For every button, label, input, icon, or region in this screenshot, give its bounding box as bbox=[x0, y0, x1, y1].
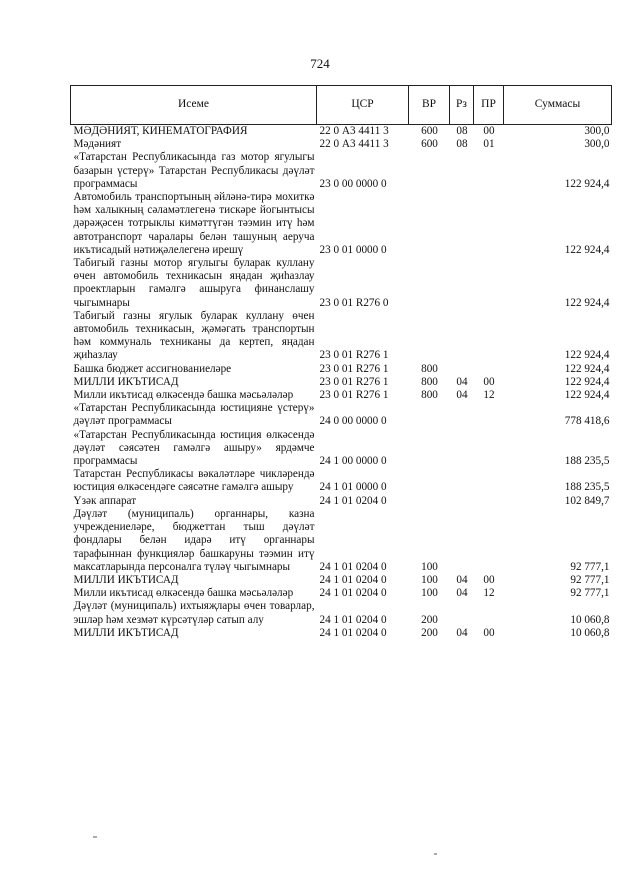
table-row bbox=[71, 587, 612, 600]
scan-speck bbox=[434, 853, 437, 855]
cell-name: Дәүләт (муниципаль) ихтыяҗлары өчен товарлар, эшләр һәм хезмәт күрсәтүләр сатып алу bbox=[73, 600, 315, 626]
cell-name: «Татарстан Республикасында газ мотор ягулыгы базарын үстерү» Татарстан Республикасы дәүләт программасы bbox=[73, 151, 315, 190]
cell-vr: 200 bbox=[421, 626, 438, 639]
cell-rz bbox=[450, 151, 474, 191]
cell-rz bbox=[450, 363, 474, 376]
cell-csr: 24 1 01 0204 0 bbox=[319, 626, 387, 639]
cell-vr: 100 bbox=[421, 560, 438, 573]
cell-rz bbox=[450, 508, 474, 574]
cell-vr bbox=[409, 310, 450, 363]
cell-vr bbox=[409, 468, 450, 494]
cell-vr: 100 bbox=[421, 573, 438, 586]
cell-rz: 08 bbox=[456, 138, 468, 151]
table-row bbox=[71, 376, 612, 389]
cell-pr bbox=[474, 402, 504, 428]
cell-name: «Татарстан Республикасында юстиция өлкәсендә дәүләт сәясәтен гамәлгә ашыру» ярдәмче программасы bbox=[73, 428, 315, 468]
cell-vr: 100 bbox=[421, 587, 438, 600]
cell-pr bbox=[474, 508, 504, 574]
cell-name: Дәүләт (муниципаль) органнары, казна учреждениеләре, бюджеттан тыш дәүләт фондлары белән идарә итү органнары тарафыннан функцияләр башкаруны тәэмин итү максатларында персоналга түләү чыгымнары bbox=[73, 507, 315, 573]
table-row bbox=[71, 402, 612, 428]
cell-pr: 12 bbox=[483, 587, 495, 600]
cell-rz bbox=[450, 495, 474, 508]
cell-csr: 24 0 00 0000 0 bbox=[319, 415, 387, 428]
cell-rz bbox=[450, 429, 474, 469]
cell-csr: 23 0 00 0000 0 bbox=[319, 177, 387, 190]
scan-speck bbox=[93, 836, 97, 838]
cell-sum: 122 924,4 bbox=[564, 349, 610, 362]
cell-name: «Татарстан Республикасында юстицияне үстерү» дәүләт программасы bbox=[73, 402, 315, 428]
cell-csr: 23 0 01 R276 1 bbox=[319, 389, 389, 402]
cell-csr: 24 1 01 0204 0 bbox=[319, 613, 387, 626]
table-header-row bbox=[71, 86, 612, 125]
column-header-csr: ЦСР bbox=[317, 86, 409, 125]
cell-rz bbox=[450, 191, 474, 257]
table-row bbox=[71, 600, 612, 626]
cell-name: МИЛЛИ ИКЪТИСАД bbox=[73, 375, 179, 388]
cell-rz: 04 bbox=[456, 573, 468, 586]
cell-rz: 04 bbox=[456, 587, 468, 600]
budget-table bbox=[70, 85, 612, 640]
column-header-rz: Рз bbox=[450, 86, 474, 125]
cell-pr: 00 bbox=[483, 626, 495, 639]
cell-sum: 92 777,1 bbox=[570, 560, 610, 573]
cell-sum: 10 060,8 bbox=[570, 626, 610, 639]
cell-vr: 200 bbox=[421, 613, 438, 626]
cell-pr bbox=[474, 429, 504, 469]
cell-rz: 04 bbox=[456, 375, 468, 388]
cell-pr bbox=[474, 257, 504, 310]
cell-rz bbox=[450, 310, 474, 363]
cell-csr: 24 1 00 0000 0 bbox=[319, 455, 387, 468]
cell-pr bbox=[474, 600, 504, 626]
cell-sum: 122 924,4 bbox=[564, 243, 610, 256]
cell-csr: 22 0 А3 4411 3 bbox=[319, 125, 389, 137]
cell-pr bbox=[474, 468, 504, 494]
cell-vr: 600 bbox=[421, 125, 438, 137]
table-row bbox=[71, 138, 612, 151]
cell-rz bbox=[450, 468, 474, 494]
cell-vr bbox=[409, 151, 450, 191]
column-header-sum: Суммасы bbox=[504, 86, 612, 125]
table-row bbox=[71, 508, 612, 574]
cell-rz: 08 bbox=[456, 125, 468, 137]
cell-vr bbox=[409, 257, 450, 310]
cell-pr: 12 bbox=[483, 389, 495, 402]
cell-rz: 04 bbox=[456, 389, 468, 402]
cell-vr bbox=[409, 402, 450, 428]
table-row bbox=[71, 191, 612, 257]
column-header-pr: ПР bbox=[474, 86, 504, 125]
cell-name: Автомобиль транспортының әйләнә-тирә мохиткә һәм халыкның сәламәтлегенә тискәре йогынтысы дәрәҗәсен тотрыклы кимәттүгән тәэмин итү һәм автотранспорт чаралары белән ташуның аеруча икътисадый нәтиҗәлелегенә ирешү bbox=[73, 191, 315, 256]
table-row bbox=[71, 363, 612, 376]
cell-sum: 300,0 bbox=[584, 138, 610, 151]
cell-csr: 23 0 01 0000 0 bbox=[319, 243, 387, 256]
cell-sum: 122 924,4 bbox=[564, 177, 610, 190]
cell-name: Мәдәният bbox=[73, 138, 122, 151]
table-row bbox=[71, 495, 612, 508]
table-row bbox=[71, 429, 612, 469]
cell-vr: 800 bbox=[421, 375, 438, 388]
cell-csr: 24 1 01 0204 0 bbox=[319, 560, 387, 573]
cell-vr: 800 bbox=[421, 389, 438, 402]
cell-sum: 122 924,4 bbox=[564, 362, 610, 375]
cell-sum: 188 235,5 bbox=[564, 481, 610, 494]
cell-vr bbox=[409, 429, 450, 469]
cell-sum: 10 060,8 bbox=[570, 613, 610, 626]
table-row bbox=[71, 574, 612, 587]
cell-csr: 24 1 01 0204 0 bbox=[319, 587, 387, 600]
cell-rz bbox=[450, 402, 474, 428]
cell-pr: 01 bbox=[483, 138, 495, 151]
cell-pr bbox=[474, 151, 504, 191]
table-row bbox=[71, 310, 612, 363]
table-row bbox=[71, 257, 612, 310]
cell-name: Табигый газны мотор ягулыгы буларак куллану өчен автомобиль техникасын яңадан җиһазлау проектларын гамәлгә ашыруга финанслашу чыгымнары bbox=[73, 257, 315, 309]
cell-name: Татарстан Республикасы вәкаләтләре чикләрендә юстиция өлкәсендәге сәясәтне гамәлгә ашыру bbox=[73, 468, 315, 494]
cell-csr: 22 0 А3 4411 3 bbox=[319, 138, 389, 151]
cell-name: Табигый газны ягулык буларак куллану өчен автомобиль техникасын, җәмәгать транспортын һәм коммуналь техниканы да кертеп, яңадан җиһазлау bbox=[73, 309, 315, 362]
cell-rz: 04 bbox=[456, 626, 468, 639]
cell-rz bbox=[450, 257, 474, 310]
cell-pr bbox=[474, 363, 504, 376]
page-number: 724 bbox=[310, 56, 330, 71]
cell-sum: 300,0 bbox=[584, 125, 610, 137]
cell-csr: 23 0 01 R276 1 bbox=[319, 375, 389, 388]
cell-name: Милли икътисад өлкәсендә башка мәсьәләләр bbox=[73, 587, 294, 600]
cell-sum: 122 924,4 bbox=[564, 296, 610, 309]
cell-sum: 122 924,4 bbox=[564, 375, 610, 388]
cell-csr: 24 1 01 0204 0 bbox=[319, 573, 387, 586]
table-row bbox=[71, 151, 612, 191]
cell-pr bbox=[474, 191, 504, 257]
cell-name: Үзәк аппарат bbox=[73, 494, 137, 507]
cell-name: Башка бюджет ассигнованиеләре bbox=[73, 362, 232, 375]
cell-sum: 92 777,1 bbox=[570, 587, 610, 600]
cell-sum: 92 777,1 bbox=[570, 573, 610, 586]
column-header-name: Исеме bbox=[71, 86, 317, 125]
cell-sum: 188 235,5 bbox=[564, 455, 610, 468]
table-row bbox=[71, 125, 612, 139]
table-row bbox=[71, 627, 612, 640]
cell-csr: 23 0 01 R276 1 bbox=[319, 362, 389, 375]
cell-name: МИЛЛИ ИКЪТИСАД bbox=[73, 573, 179, 586]
cell-vr bbox=[409, 191, 450, 257]
cell-rz bbox=[450, 600, 474, 626]
cell-name: МӘДӘНИЯТ, КИНЕМАТОГРАФИЯ bbox=[73, 125, 248, 137]
cell-sum: 102 849,7 bbox=[564, 494, 610, 507]
table-row bbox=[71, 389, 612, 402]
cell-name: Милли икътисад өлкәсендә башка мәсьәләләр bbox=[73, 389, 294, 402]
cell-csr: 24 1 01 0000 0 bbox=[319, 481, 387, 494]
cell-pr: 00 bbox=[483, 375, 495, 388]
cell-vr: 800 bbox=[421, 362, 438, 375]
cell-vr: 600 bbox=[421, 138, 438, 151]
table-body bbox=[71, 125, 612, 640]
cell-pr bbox=[474, 310, 504, 363]
cell-sum: 778 418,6 bbox=[564, 415, 610, 428]
cell-pr: 00 bbox=[483, 573, 495, 586]
column-header-vr: ВР bbox=[409, 86, 450, 125]
cell-pr: 00 bbox=[483, 125, 495, 137]
table-row bbox=[71, 468, 612, 494]
cell-vr bbox=[409, 495, 450, 508]
cell-sum: 122 924,4 bbox=[564, 389, 610, 402]
cell-csr: 24 1 01 0204 0 bbox=[319, 494, 387, 507]
cell-name: МИЛЛИ ИКЪТИСАД bbox=[73, 626, 179, 639]
cell-csr: 23 0 01 R276 0 bbox=[319, 296, 389, 309]
cell-pr bbox=[474, 495, 504, 508]
cell-csr: 23 0 01 R276 1 bbox=[319, 349, 389, 362]
